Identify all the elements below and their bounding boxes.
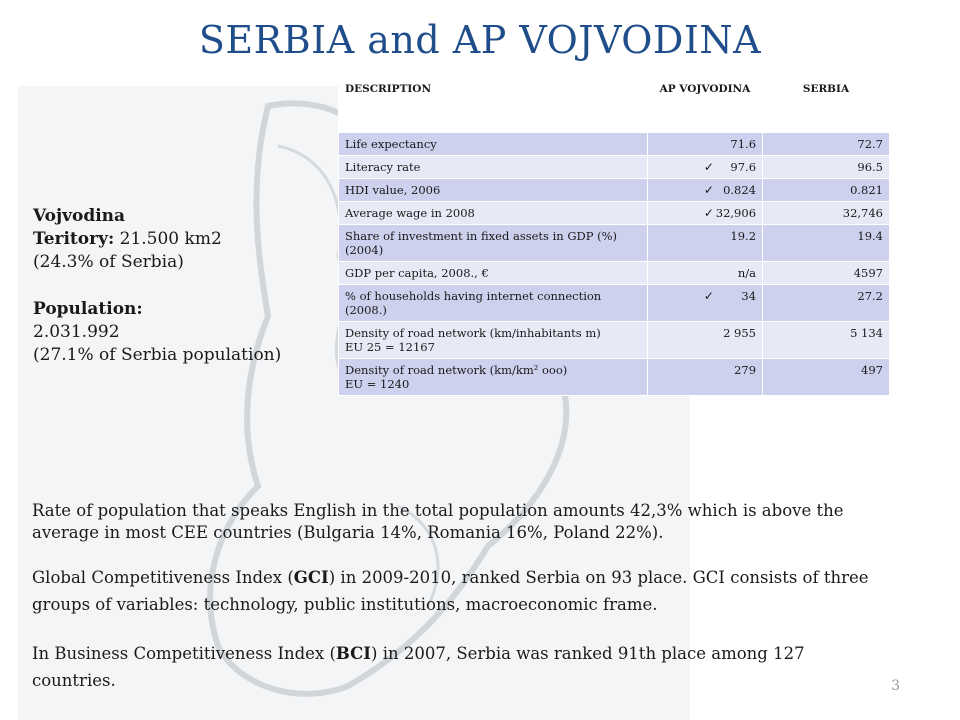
row-serbia-value: 96.5 [763, 156, 890, 179]
table-row [339, 285, 890, 322]
table-row [339, 322, 890, 359]
gci-text-post: ) in 2009-2010, ranked Serbia on 93 place. GCI consists of three groups of variables: technology, public institutions, macroeconomic frame. [32, 568, 869, 614]
bci-paragraph [32, 640, 892, 694]
row-vojvodina-value [647, 202, 762, 225]
page-title: SERBIA and AP VOJVODINA [198, 18, 762, 62]
bci-text-post: ) in 2007, Serbia was ranked 91th place among 127 countries. [32, 644, 805, 690]
population-value: 2.031.992 [33, 322, 120, 342]
row-description: Density of road network (km/km² ooo) EU = 1240 [339, 359, 648, 396]
gci-text-bold: GCI [293, 568, 329, 587]
row-vojvodina-value [647, 322, 762, 359]
row-description: Average wage in 2008 [339, 202, 648, 225]
row-vojvodina-value [647, 359, 762, 396]
vojvodina-value: 0.824 [723, 183, 757, 197]
vojvodina-value: 32,906 [715, 206, 757, 220]
gci-text-pre: Global Competitiveness Index ( [32, 568, 294, 587]
population-label: Population: [33, 299, 143, 319]
row-vojvodina-value [647, 179, 762, 202]
page-number: 3 [891, 678, 900, 694]
row-description: GDP per capita, 2008., € [339, 262, 648, 285]
row-description: Density of road network (km/inhabitants m) EU 25 = 12167 [339, 322, 648, 359]
header-vojvodina: AP VOJVODINA [647, 71, 762, 133]
vojvodina-value: 34 [741, 289, 757, 303]
header-serbia: SERBIA [763, 71, 890, 133]
vojvodina-value: 2 955 [723, 326, 757, 340]
vojvodina-value: 19.2 [730, 229, 757, 243]
row-vojvodina-value [647, 285, 762, 322]
header-description: DESCRIPTION [339, 71, 648, 133]
row-vojvodina-value [647, 133, 762, 156]
row-vojvodina-value [647, 156, 762, 179]
comparison-table [338, 70, 890, 396]
bci-text-pre: In Business Competitiveness Index ( [32, 644, 336, 663]
row-vojvodina-value [647, 225, 762, 262]
vojvodina-value: n/a [737, 266, 757, 280]
gci-paragraph [32, 564, 892, 618]
row-serbia-value: 32,746 [763, 202, 890, 225]
row-serbia-value: 27.2 [763, 285, 890, 322]
population-share: (27.1% of Serbia population) [33, 345, 282, 365]
vojvodina-info [33, 205, 281, 367]
row-description: Share of investment in fixed assets in GDP (%) (2004) [339, 225, 648, 262]
territory-value: 21.500 km2 [119, 229, 222, 249]
row-description: % of households having internet connection (2008.) [339, 285, 648, 322]
territory-label: Teritory: [33, 229, 115, 249]
row-serbia-value: 4597 [763, 262, 890, 285]
check-icon: ✓ [703, 183, 714, 197]
territory-share: (24.3% of Serbia) [33, 252, 184, 272]
row-serbia-value: 497 [763, 359, 890, 396]
check-icon: ✓ [703, 160, 714, 174]
table-row [339, 262, 890, 285]
table-row [339, 179, 890, 202]
bci-text-bold: BCI [335, 644, 372, 663]
table-row [339, 359, 890, 396]
row-serbia-value: 72.7 [763, 133, 890, 156]
table-row [339, 202, 890, 225]
english-paragraph: Rate of population that speaks English in the total population amounts 42,3% which is above the average in most CEE countries (Bulgaria 14%, Romania 16%, Poland 22%). [32, 501, 844, 542]
table-row [339, 133, 890, 156]
row-description: Literacy rate [339, 156, 648, 179]
row-description: Life expectancy [339, 133, 648, 156]
check-icon: ✓ [703, 289, 714, 303]
row-serbia-value: 5 134 [763, 322, 890, 359]
table-row [339, 225, 890, 262]
row-vojvodina-value [647, 262, 762, 285]
row-serbia-value: 19.4 [763, 225, 890, 262]
row-description: HDI value, 2006 [339, 179, 648, 202]
vojvodina-value: 71.6 [730, 137, 757, 151]
table-row [339, 156, 890, 179]
region-name: Vojvodina [33, 206, 126, 226]
vojvodina-value: 279 [734, 363, 757, 377]
row-serbia-value: 0.821 [763, 179, 890, 202]
check-icon: ✓ [703, 206, 714, 220]
vojvodina-value: 97.6 [730, 160, 757, 174]
